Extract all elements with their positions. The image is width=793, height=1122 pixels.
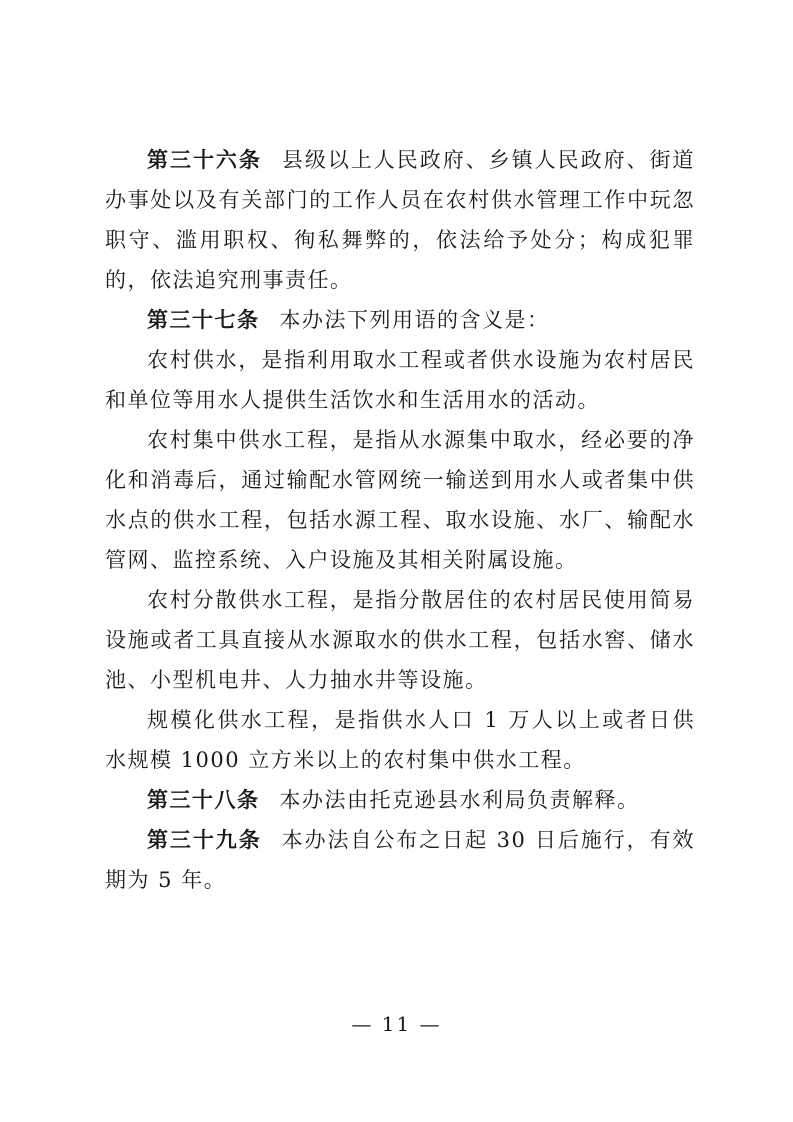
article-number: 第三十九条 — [147, 828, 262, 852]
article-39 — [105, 820, 695, 900]
article-36 — [105, 140, 695, 300]
page-number: — 11 — — [351, 1012, 442, 1036]
article-text: 本办法由托克逊县水利局负责解释。 — [279, 788, 640, 812]
definition-rural-water-supply — [105, 340, 695, 420]
article-number: 第三十七条 — [147, 308, 260, 332]
paragraph-text: 农村集中供水工程，是指从水源集中取水，经必要的净化和消毒后，通过输配水管网统一输送到用水人或者集中供水点的供水工程，包括水源工程、取水设施、水厂、输配水管网、监控系统、入户设施及其相关附属设施。 — [105, 428, 695, 572]
article-number: 第三十八条 — [147, 788, 260, 812]
document-body — [105, 140, 695, 900]
article-37 — [105, 300, 695, 340]
definition-centralized-supply — [105, 420, 695, 580]
paragraph-text: 农村分散供水工程，是指分散居住的农村居民使用简易设施或者工具直接从水源取水的供水工程，包括水窖、储水池、小型机电井、人力抽水井等设施。 — [105, 588, 695, 692]
article-38 — [105, 780, 695, 820]
definition-decentralized-supply — [105, 580, 695, 700]
article-text: 本办法自公布之日起 30 日后施行，有效期为 5 年。 — [105, 828, 696, 892]
article-text: 本办法下列用语的含义是： — [279, 308, 550, 332]
article-text: 县级以上人民政府、乡镇人民政府、街道办事处以及有关部门的工作人员在农村供水管理工作中玩忽职守、滥用职权、徇私舞弊的，依法给予处分；构成犯罪的，依法追究刑事责任。 — [105, 148, 696, 292]
article-number: 第三十六条 — [147, 148, 262, 172]
paragraph-text: 农村供水，是指利用取水工程或者供水设施为农村居民和单位等用水人提供生活饮水和生活用水的活动。 — [105, 348, 695, 412]
paragraph-text: 规模化供水工程，是指供水人口 1 万人以上或者日供水规模 1000 立方米以上的农村集中供水工程。 — [105, 708, 695, 772]
definition-large-scale-supply — [105, 700, 695, 780]
